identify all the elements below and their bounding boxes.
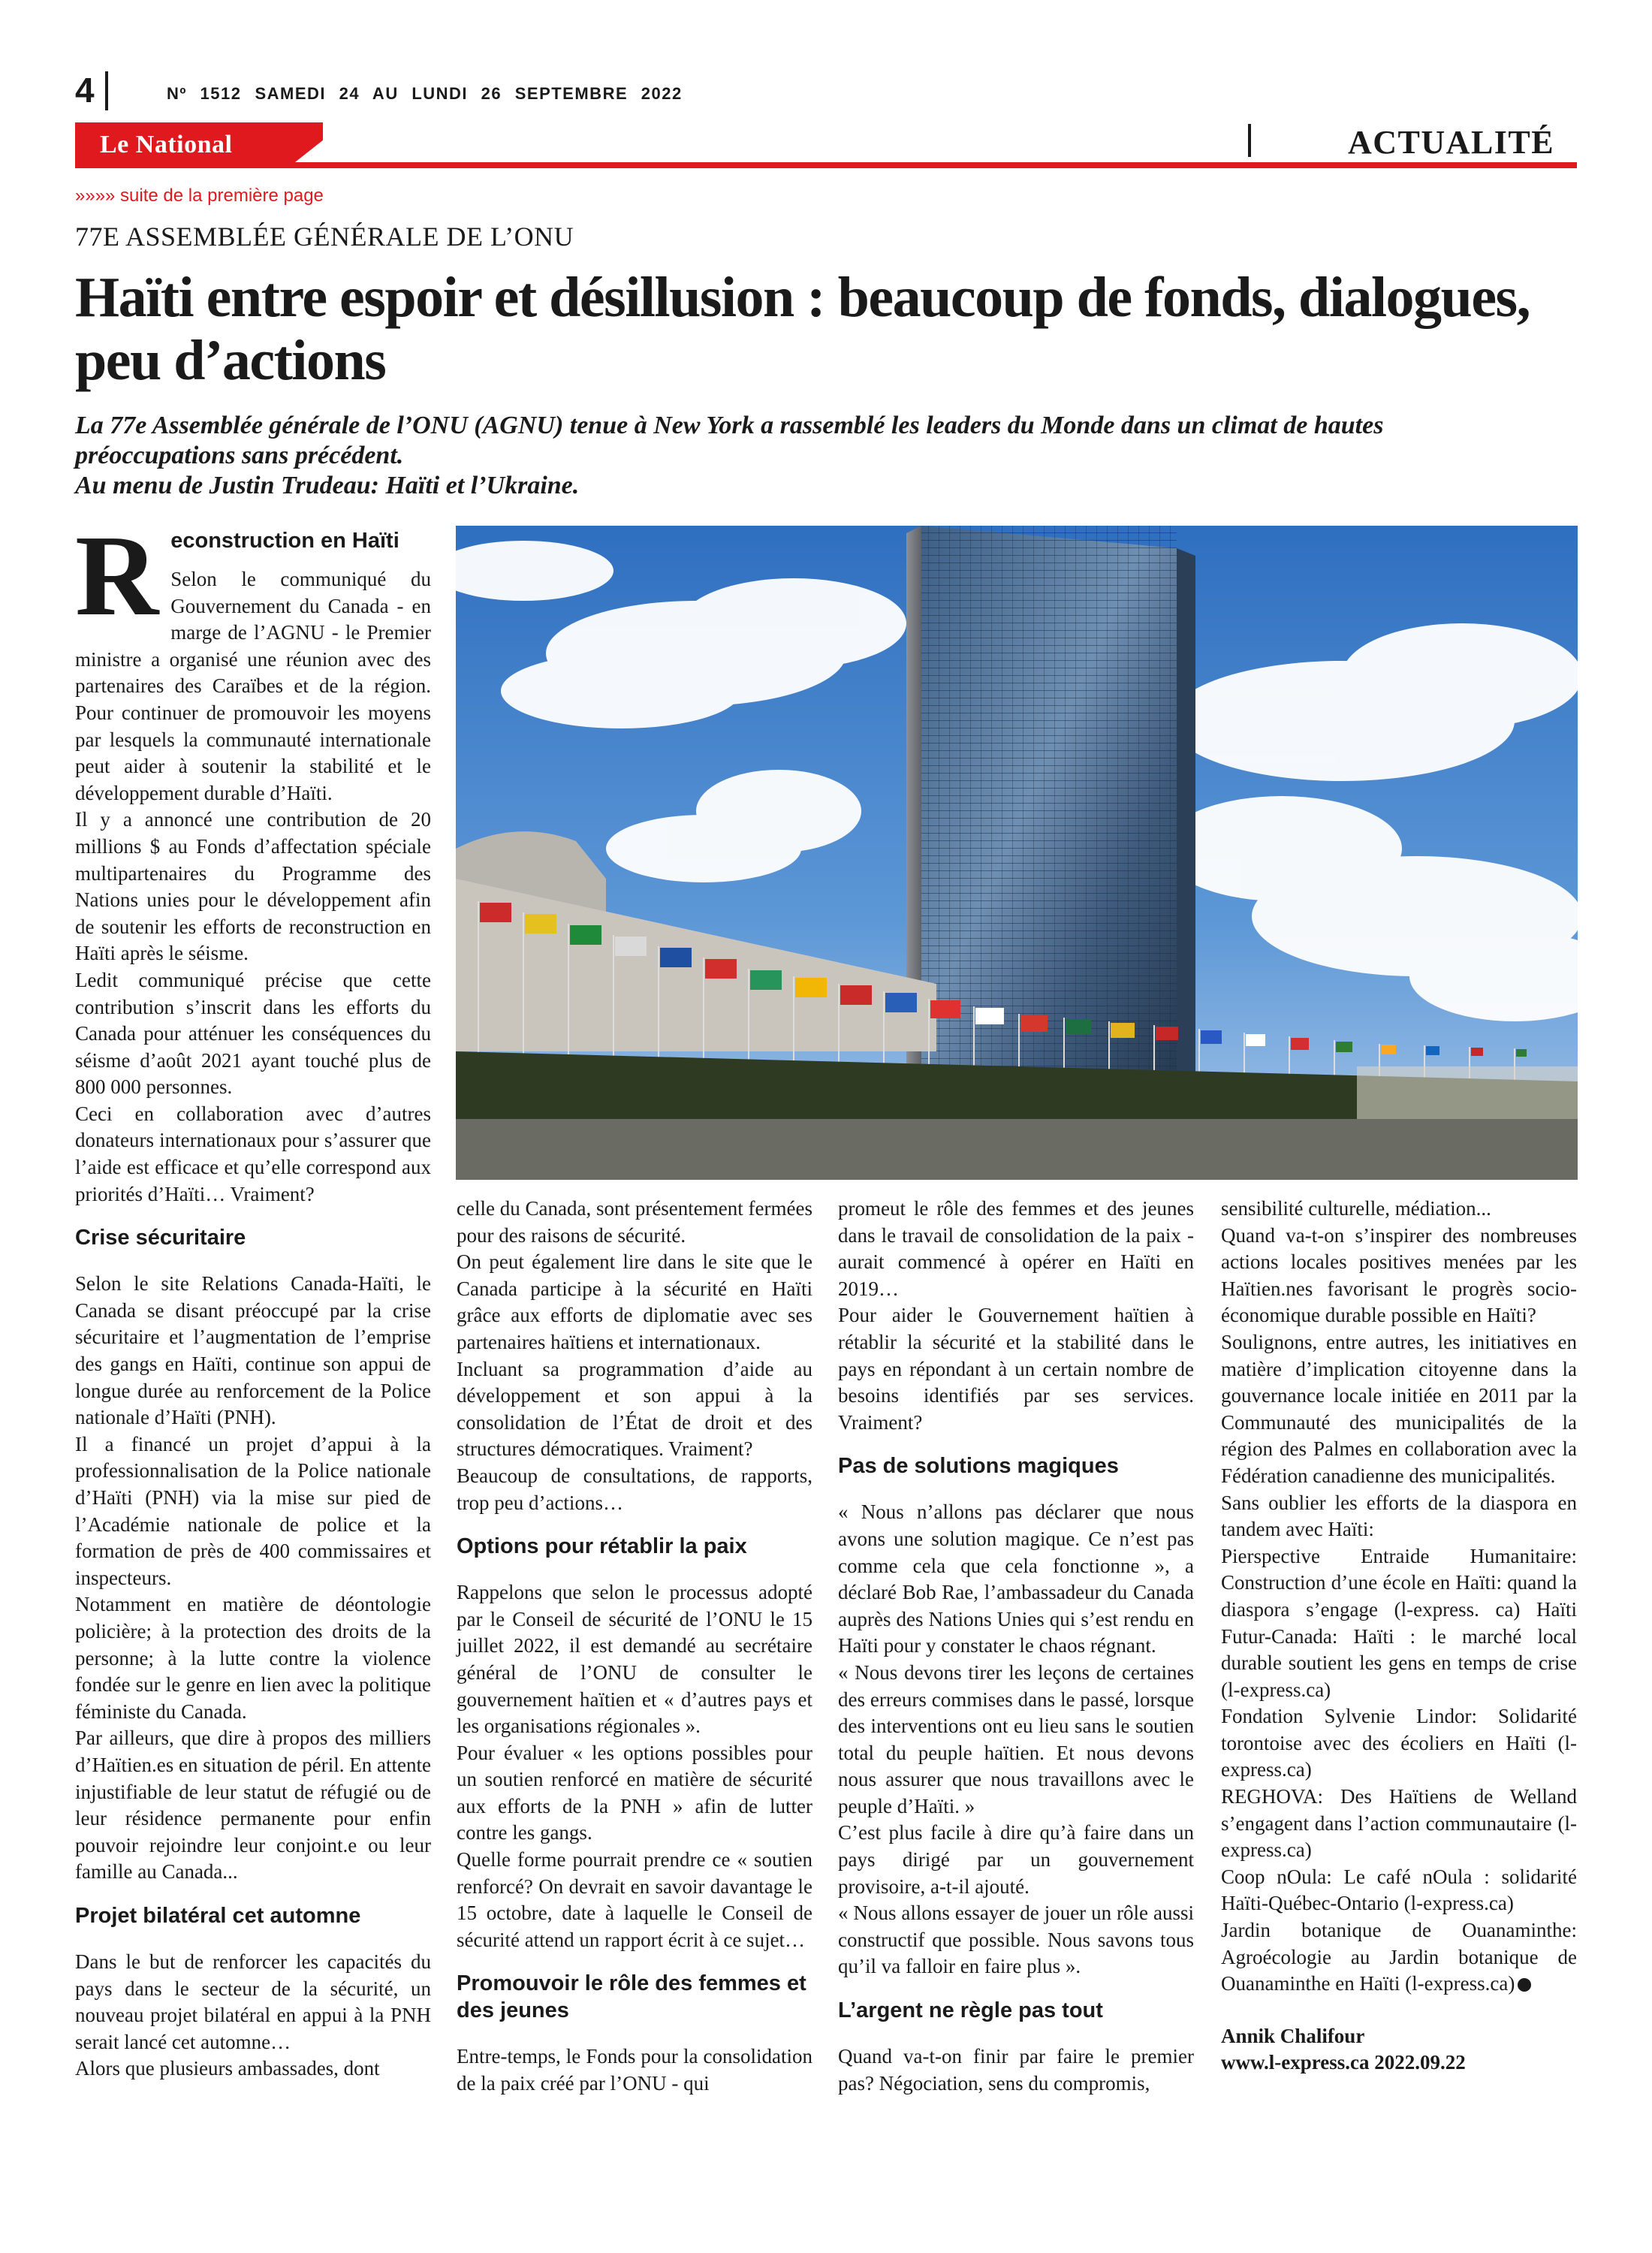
paragraph: Alors que plusieurs ambassades, dont [75,2057,380,2080]
paragraph: Pierspective Entraide Humanitaire: Construction d’une école en Haïti: quand la diaspora s’engage (l-express. ca) Haïti Futur-Canada: Haïti : le marché local durable soutient les gens en temps de crise (l-express.ca) [1221,1544,1577,1701]
page-number: 4 [75,71,95,110]
standfirst-line: La 77e Assemblée générale de l’ONU (AGNU) tenue à New York a rassemblé les leaders du Monde dans un climat de hautes [75,412,1384,439]
un-headquarters-photo [456,526,1578,1180]
paragraph-text: Jardin botanique de Ouanaminthe: Agroécologie au Jardin botanique de Ouanaminthe en Haïti (l-express.ca) [1221,1919,1577,1995]
issue-number: Nº 1512 [167,84,242,103]
paragraph: Pour évaluer « les options possibles pour un soutien renforcé en matière de sécurité aux efforts de la PNH » afin de lutter contre les gangs. [457,1741,812,1844]
page-number-divider [105,71,108,110]
section-heading-crise: Crise sécuritaire [75,1226,246,1250]
article-column-4 [1221,1196,1577,2077]
paragraph: Selon le communiqué du Gouvernement du Canada - en marge de l’AGNU - le Premier ministre a organisé une réunion avec des partenaires des Caraïbes et de la région. Pour continuer de promouvoir les moyens par lesquels la communauté internationale peut aider à soutenir la stabilité et le développement durable d’Haïti. [75,568,431,804]
continued-note: »»»» suite de la première page [75,185,324,206]
paragraph: Il y a annoncé une contribution de 20 millions $ au Fonds d’affectation spéciale multipartenaires du Programme des Nations unies pour le développement afin de soutenir les efforts de reconstruction en Haïti après le séisme. [75,808,431,965]
dropcap: R [75,512,159,640]
paragraph: Quand va-t-on finir par faire le premier pas? Négociation, sens du compromis, [838,2045,1194,2095]
paragraph: Rappelons que selon le processus adopté par le Conseil de sécurité de l’ONU le 15 juillet 2022, il est demandé au secrétaire général de l’ONU de consulter le gouvernement haïtien et « d’autres pays et les organisations régionales ». [457,1581,812,1738]
paragraph: « Nous allons essayer de jouer un rôle aussi constructif que possible. Nous savons tous qu’il va falloir en faire plus ». [838,1902,1194,1978]
section-heading-argent: L’argent ne règle pas tout [838,1998,1103,2023]
paragraph: Ceci en collaboration avec d’autres donateurs internationaux pour s’assurer que l’aide est efficace et qu’elle correspond aux priorités d’Haïti… Vraiment? [75,1102,431,1205]
paragraph: Par ailleurs, que dire à propos des milliers d’Haïtien.es en situation de péril. En attente injustifiable de leur statut de réfugié ou de leur résidence permanente pour enfin pouvoir rejoindre leur conjoint.e ou leur famille au Canada... [75,1727,431,1884]
issue-date: SAMEDI 24 AU LUNDI 26 SEPTEMBRE 2022 [255,84,683,103]
standfirst-line: préoccupations sans précédent. [75,442,404,469]
paragraph-last [1221,1917,1577,1998]
paragraph: promeut le rôle des femmes et des jeunes dans le travail de consolidation de la paix - aurait commencé à opérer en Haïti en 2019… [838,1197,1194,1300]
brand-name: Le National [100,131,233,158]
end-of-article-icon [1518,1978,1531,1992]
section-heading-reconstruction: econstruction en Haïti [170,529,399,553]
article-standfirst [75,411,1592,501]
paragraph: Soulignons, entre autres, les initiatives en matière d’implication citoyenne dans la gouvernance locale initiée en 2011 par la Communauté des municipalités de la région des Palmes en collaboration avec la Fédération canadienne des municipalités. [1221,1330,1577,1487]
article-column-3 [838,1196,1194,2097]
photo-illustration [456,526,1578,1180]
paragraph: Notamment en matière de déontologie policière; à la protection des droits de la personne; à la lutte contre la violence fondée sur le genre en lien avec la politique féministe du Canada. [75,1593,431,1723]
author-name: Annik Chalifour [1221,2024,1365,2047]
section-heading-femmes: Promouvoir le rôle des femmes et des jeunes [457,1971,806,2023]
paragraph: Coop nOula: Le café nOula : solidarité Haïti-Québec-Ontario (l-express.ca) [1221,1865,1577,1915]
header-rule [75,162,1577,168]
standfirst-line: Au menu de Justin Trudeau: Haïti et l’Ukraine. [75,472,580,499]
section-heading-magiques: Pas de solutions magiques [838,1454,1119,1479]
paragraph: Pour aider le Gouvernement haïtien à rétablir la sécurité et la stabilité dans le pays en répondant à un certain nombre de besoins identifiés par ses services. Vraiment? [838,1304,1194,1434]
paragraph: REGHOVA: Des Haïtiens de Welland s’engagent dans l’action communautaire (l-express.ca) [1221,1785,1577,1862]
issue-date-line [167,84,696,104]
paragraph: Selon le site Relations Canada-Haïti, le Canada se disant préoccupé par la crise sécuritaire et l’augmentation de l’emprise des gangs en Haïti, continue son appui de longue durée au renforcement de la Police nationale d’Haïti (PNH). [75,1272,431,1429]
paragraph: Quand va-t-on s’inspirer des nombreuses actions locales positives menées par les Haïtien.nes favorisant le progrès socio-économique durable possible en Haïti? [1221,1223,1577,1327]
article-column-2 [457,1196,812,2098]
section-name: ACTUALITÉ [1348,124,1555,161]
section-heading-options: Options pour rétablir la paix [457,1534,747,1559]
paragraph: Ledit communiqué précise que cette contribution s’inscrit dans les efforts du Canada pour atténuer les conséquences du séisme d’août 2021 ayant touché plus de 800 000 personnes. [75,968,431,1099]
paragraph: « Nous devons tirer les leçons de certaines des erreurs commises dans le passé, lorsque des interventions ont eu lieu sans le soutien total du peuple haïtien. Et nous devons nous assurer que nous travaillons avec le peuple d’Haïti. » [838,1660,1194,1817]
paragraph: Il a financé un projet d’appui à la professionnalisation de la Police nationale d’Haïti (PNH) via la mise sur pied de l’Académie nationale de police et la formation de près de 400 commissaires et inspecteurs. [75,1432,431,1589]
paragraph: Beaucoup de consultations, de rapports, trop peu d’actions… [457,1464,812,1514]
paragraph: celle du Canada, sont présentement fermées pour des raisons de sécurité. [457,1197,812,1247]
article-kicker: 77E ASSEMBLÉE GÉNÉRALE DE L’ONU [75,222,574,252]
section-heading-projet: Projet bilatéral cet automne [75,1903,361,1928]
paragraph: On peut également lire dans le site que le Canada participe à la sécurité en Haïti grâce aux efforts de diplomatie avec ses partenaires haïtiens et internationaux. [457,1250,812,1353]
paragraph: Quelle forme pourrait prendre ce « soutien renforcé? On devrait en savoir davantage le 15 octobre, date à laquelle le Conseil de sécurité attend un rapport écrit à ce sujet… [457,1848,812,1951]
paragraph: sensibilité culturelle, médiation... [1221,1197,1491,1220]
paragraph: Fondation Sylvenie Lindor: Solidarité torontoise avec des écoliers en Haïti (l-express.ca) [1221,1705,1577,1781]
paragraph: Incluant sa programmation d’aide au développement et son appui à la consolidation de l’État de droit et des structures démocratiques. Vraiment? [457,1357,812,1461]
section-divider [1248,124,1251,157]
paragraph: Sans oublier les efforts de la diaspora en tandem avec Haïti: [1221,1491,1577,1541]
paragraph: Dans le but de renforcer les capacités du pays dans le secteur de la sécurité, un nouveau projet bilatéral en appui à la PNH serait lancé cet automne… [75,1950,431,2053]
article-column-1 [75,512,431,2083]
article-headline: Haïti entre espoir et désillusion : beaucoup de fonds, dialogues, peu d’actions [75,266,1530,392]
article-source: www.l-express.ca 2022.09.22 [1221,2051,1466,2074]
paragraph: Entre-temps, le Fonds pour la consolidation de la paix créé par l’ONU - qui [457,2045,812,2095]
paragraph: « Nous n’allons pas déclarer que nous avons une solution magique. Ce n’est pas comme cela que cela fonctionne », a déclaré Bob Rae, l’ambassadeur du Canada auprès des Nations Unies qui s’est rendu en Haïti pour y constater le chaos régnant. [838,1500,1194,1657]
paragraph: C’est plus facile à dire qu’à faire dans un pays dirigé par un gouvernement provisoire, a-t-il ajouté. [838,1821,1194,1898]
